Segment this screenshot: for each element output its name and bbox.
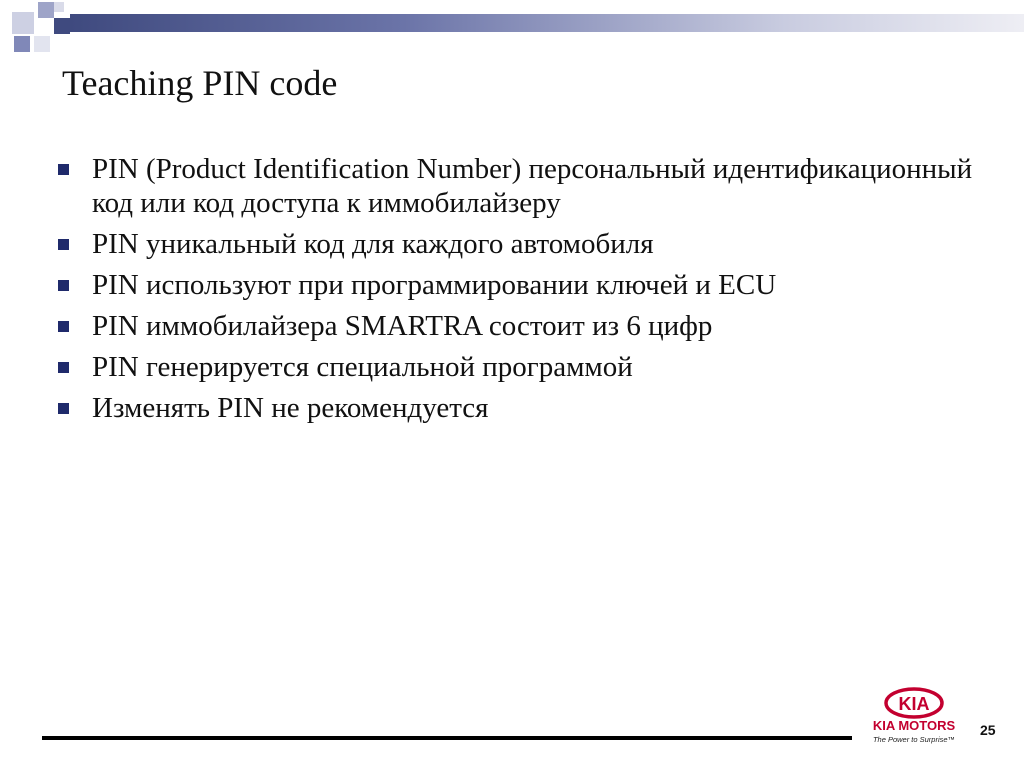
bullet-text: PIN (Product Identification Number) персональный идентификационный код или код доступа к иммобилайзеру — [92, 153, 973, 219]
bullet-text: PIN уникальный код для каждого автомобиля — [92, 228, 654, 260]
bullet-item — [54, 309, 984, 343]
bullet-item — [54, 227, 984, 261]
kia-motors-logo — [858, 686, 970, 746]
page-number: 25 — [980, 722, 996, 738]
logo-name-text: KIA MOTORS — [872, 718, 956, 733]
square-bullet-icon — [58, 164, 69, 175]
top-gradient-bar — [70, 14, 1024, 32]
bullet-text: Изменять PIN не рекомендуется — [92, 392, 489, 424]
bullet-item — [54, 268, 984, 302]
square-bullet-icon — [58, 239, 69, 250]
square-bullet-icon — [58, 362, 69, 373]
bullet-text: PIN используют при программировании ключей и ECU — [92, 269, 777, 301]
logo-brand-text: KIA — [898, 694, 930, 714]
square-bullet-icon — [58, 403, 69, 414]
square-bullet-icon — [58, 280, 69, 291]
slide-title: Teaching PIN code — [62, 63, 338, 103]
bullet-item — [54, 350, 984, 384]
bullet-text: PIN генерируется специальной программой — [92, 351, 633, 383]
bullet-text: PIN иммобилайзера SMARTRA состоит из 6 цифр — [92, 310, 713, 342]
logo-tagline-text: The Power to Surprise™ — [872, 735, 956, 744]
square-bullet-icon — [58, 321, 69, 332]
footer-divider — [42, 736, 852, 740]
bullet-item — [54, 152, 984, 220]
bullet-item — [54, 391, 984, 425]
bullet-list — [54, 152, 984, 432]
